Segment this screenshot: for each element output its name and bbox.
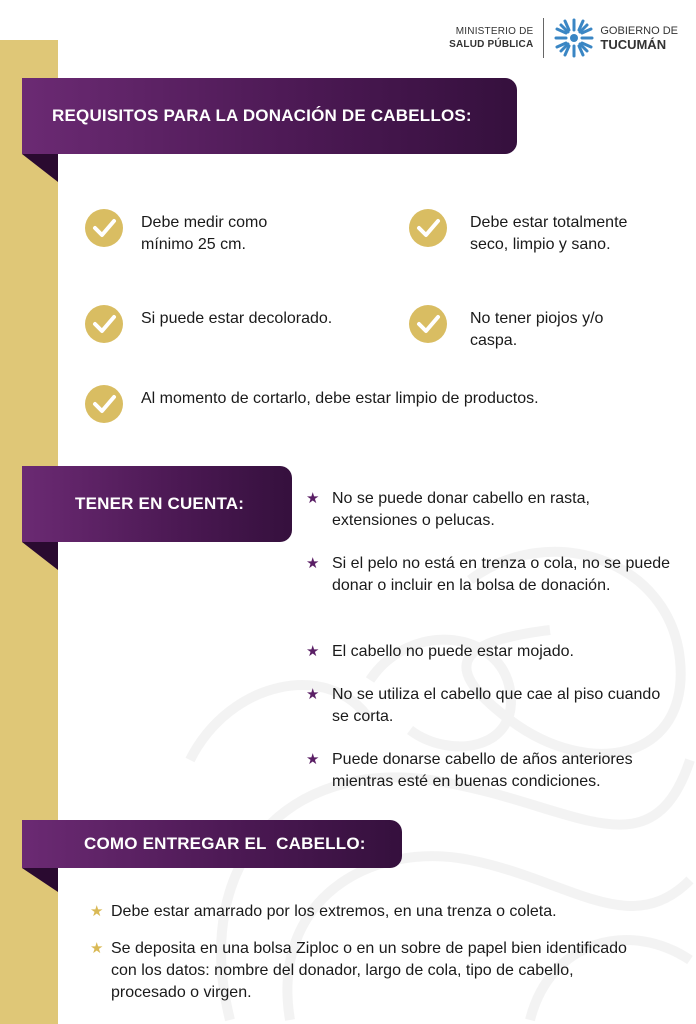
header-logos — [449, 16, 678, 60]
gov-line2: TUCUMÁN — [600, 37, 667, 52]
government-logo-text — [600, 24, 678, 52]
note-item — [306, 553, 676, 597]
banner-fold — [22, 542, 58, 570]
ministry-line2: SALUD PÚBLICA — [449, 39, 534, 50]
star-icon: ★ — [306, 555, 320, 572]
requirement-item — [84, 212, 324, 256]
ministry-logo — [449, 25, 533, 51]
delivery-item — [90, 938, 650, 1004]
star-icon: ★ — [306, 686, 320, 703]
check-circle-icon — [408, 304, 448, 344]
requirement-item — [84, 388, 644, 424]
requirement-text: Si puede estar decolorado. — [141, 310, 333, 327]
gov-line1: GOBIERNO DE — [600, 25, 678, 37]
banner-fold — [22, 154, 58, 182]
requirement-item — [408, 308, 688, 352]
header-divider — [543, 18, 544, 58]
section-banner-delivery — [22, 820, 402, 868]
star-icon: ★ — [306, 490, 320, 507]
note-item — [306, 641, 676, 663]
delivery-item — [90, 901, 680, 923]
section-title: COMO ENTREGAR EL CABELLO: — [84, 834, 366, 853]
note-text: Puede donarse cabello de años anteriores mientras esté en buenas condiciones. — [332, 751, 633, 790]
requirement-text: Al momento de cortarlo, debe estar limpio de productos. — [141, 390, 539, 407]
requirement-text: Debe estar totalmente seco, limpio y sano. — [470, 214, 628, 253]
check-circle-icon — [84, 208, 124, 248]
star-icon: ★ — [90, 940, 104, 957]
requirement-text: Debe medir como mínimo 25 cm. — [141, 214, 268, 253]
star-icon: ★ — [306, 643, 320, 660]
section-banner-notes — [22, 466, 292, 542]
requirement-item — [84, 308, 384, 344]
note-text: No se utiliza el cabello que cae al piso cuando se corta. — [332, 686, 661, 725]
star-icon: ★ — [90, 903, 104, 920]
government-emblem-icon — [554, 18, 594, 58]
note-item — [306, 749, 686, 793]
section-banner-requirements — [22, 78, 517, 154]
section-title: TENER EN CUENTA: — [75, 494, 245, 513]
delivery-text: Debe estar amarrado por los extremos, en una trenza o coleta. — [111, 903, 557, 920]
note-text: No se puede donar cabello en rasta, extensiones o pelucas. — [332, 490, 590, 529]
note-item — [306, 488, 676, 532]
requirement-text: No tener piojos y/o caspa. — [470, 310, 604, 349]
star-icon: ★ — [306, 751, 320, 768]
check-circle-icon — [84, 384, 124, 424]
note-text: El cabello no puede estar mojado. — [332, 643, 574, 660]
section-title: REQUISITOS PARA LA DONACIÓN DE CABELLOS: — [52, 106, 472, 125]
banner-fold — [22, 868, 58, 892]
delivery-text: Se deposita en una bolsa Ziploc o en un sobre de papel bien identificado con los datos: nombre del donador, largo de cola, tipo de cabello, procesado o virgen. — [111, 940, 627, 1001]
note-text: Si el pelo no está en trenza o cola, no se puede donar o incluir en la bolsa de donación. — [332, 555, 671, 594]
requirement-item — [408, 212, 688, 256]
check-circle-icon — [408, 208, 448, 248]
note-item — [306, 684, 676, 728]
ministry-line1: MINISTERIO DE — [455, 26, 534, 37]
check-circle-icon — [84, 304, 124, 344]
